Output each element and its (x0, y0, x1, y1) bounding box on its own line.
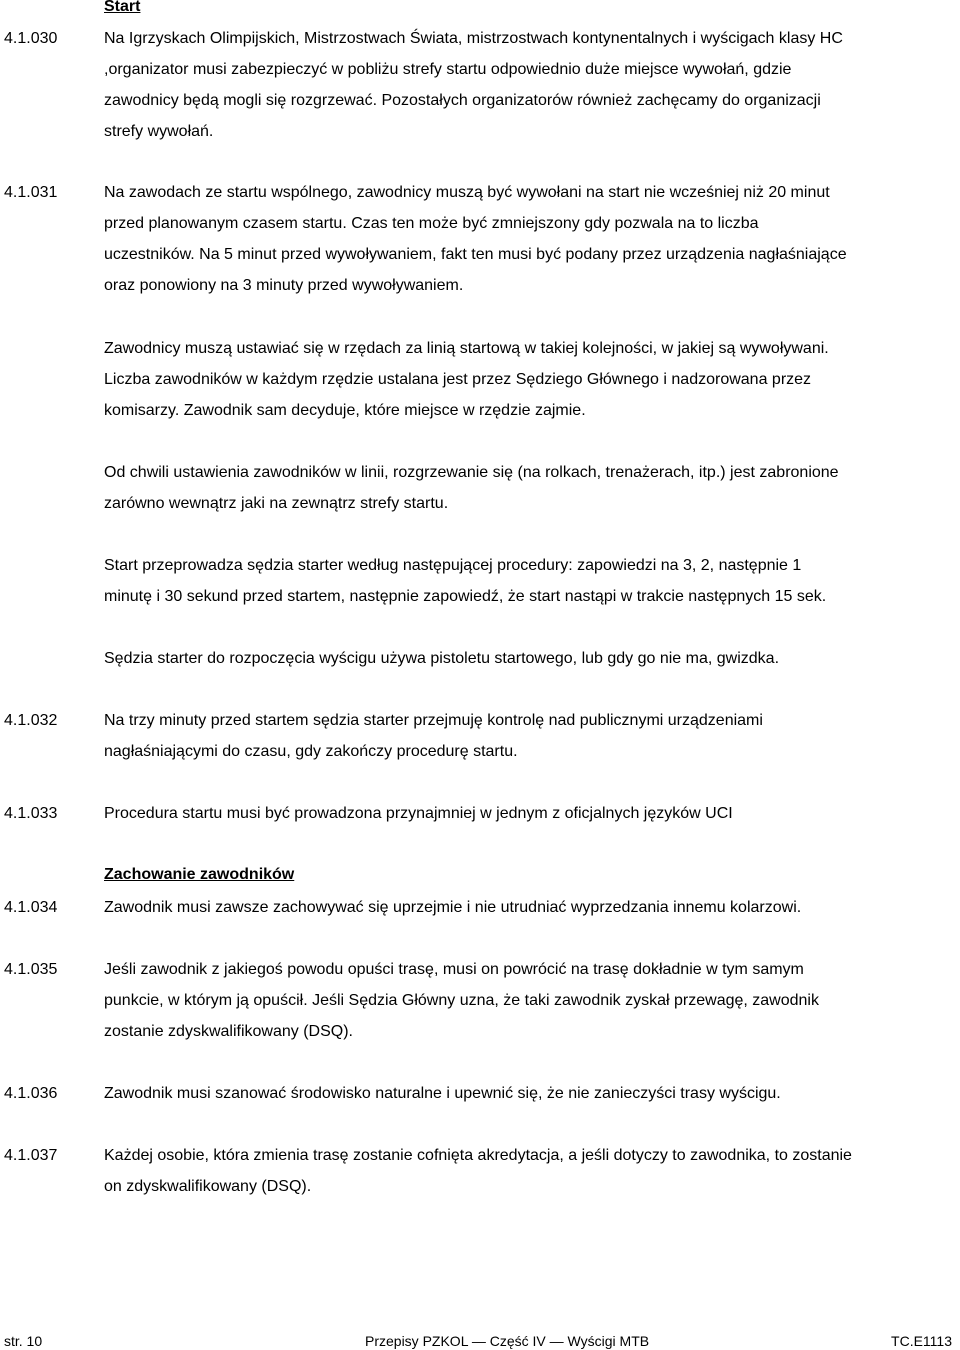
rule-number-4-1-030: 4.1.030 (4, 30, 58, 47)
text-line: minutę i 30 sekund przed startem, następnie zapowiedź, że start nastąpi w trakcie następnych 15 sek. (104, 588, 827, 605)
rule-number-4-1-031: 4.1.031 (4, 184, 58, 201)
rule-number-4-1-036: 4.1.036 (4, 1085, 58, 1102)
rule-text-4-1-036 (104, 1078, 940, 1109)
rule-text-4-1-034 (104, 892, 940, 923)
footer-title: Przepisy PZKOL (365, 1333, 468, 1349)
paragraph-rows (104, 333, 940, 426)
text-line: Zawodnicy muszą ustawiać się w rzędach za linią startową w takiej kolejności, w jakiej są wywoływani. (104, 340, 829, 357)
text-line: zawodnicy będą mogli się rozgrzewać. Pozostałych organizatorów również zachęcamy do organizacji (104, 92, 821, 109)
paragraph-warmup (104, 457, 940, 519)
rule-text-4-1-037 (104, 1140, 940, 1202)
text-line: Jeśli zawodnik z jakiegoś powodu opuści trasę, musi on powrócić na trasę dokładnie w tym samym (104, 961, 804, 978)
text-line: Każdej osobie, która zmienia trasę zostanie cofnięta akredytacja, a jeśli dotyczy to zawodnika, to zostanie (104, 1147, 852, 1164)
text-line: Na trzy minuty przed startem sędzia starter przejmuję kontrolę nad publicznymi urządzeniami (104, 712, 763, 729)
paragraph-procedure (104, 550, 940, 612)
rule-number-4-1-032: 4.1.032 (4, 712, 58, 729)
footer-document-code: TC.E1113 (891, 1333, 952, 1349)
rule-number-4-1-037: 4.1.037 (4, 1147, 58, 1164)
footer-section: Wyścigi MTB (567, 1333, 650, 1349)
text-line: komisarzy. Zawodnik sam decyduje, które miejsce w rzędzie zajmie. (104, 402, 586, 419)
footer-separator: — (549, 1333, 564, 1349)
rule-text-4-1-031 (104, 177, 940, 301)
text-line: Procedura startu musi być prowadzona przynajmniej w jednym z oficjalnych języków UCI (104, 805, 733, 822)
paragraph-pistol (104, 643, 940, 674)
footer-page-number: str. 10 (4, 1333, 43, 1349)
rule-text-4-1-030 (104, 23, 940, 147)
text-line: punkcie, w którym ją opuścił. Jeśli Sędzia Główny uzna, że taki zawodnik zyskał przewagę, zawodnik (104, 992, 819, 1009)
text-line: Zawodnik musi szanować środowisko naturalne i upewnić się, że nie zanieczyści trasy wyścigu. (104, 1085, 781, 1102)
text-line: przed planowanym czasem startu. Czas ten może być zmniejszony gdy pozwala na to liczba (104, 215, 759, 232)
rule-number-4-1-033: 4.1.033 (4, 805, 58, 822)
footer-separator: — (471, 1333, 486, 1349)
text-line: strefy wywołań. (104, 123, 214, 140)
text-line: Od chwili ustawienia zawodników w linii, rozgrzewanie się (na rolkach, trenażerach, itp.) jest zabronione (104, 464, 839, 481)
text-line: uczestników. Na 5 minut przed wywoływaniem, fakt ten musi być podany przez urządzenia nagłaśniające (104, 246, 847, 263)
heading-behaviour: Zachowanie zawodników (104, 866, 295, 883)
rule-text-4-1-035 (104, 954, 940, 1047)
text-line: ,organizator musi zabezpieczyć w pobliżu strefy startu odpowiednio duże miejsce wywołań, gdzie (104, 61, 792, 78)
rule-text-4-1-033 (104, 798, 940, 829)
heading-start: Start (104, 0, 141, 15)
text-line: Na zawodach ze startu wspólnego, zawodnicy muszą być wywołani na start nie wcześniej niż 20 minut (104, 184, 830, 201)
footer-divider (0, 1328, 960, 1329)
footer-document-title (365, 1332, 649, 1350)
text-line: zostanie zdyskwalifikowany (DSQ). (104, 1023, 353, 1040)
rule-text-4-1-032 (104, 705, 940, 767)
text-line: nagłaśniającymi do czasu, gdy zakończy procedurę startu. (104, 743, 518, 760)
footer-part: Część IV (489, 1333, 546, 1349)
text-line: Start przeprowadza sędzia starter według następującej procedury: zapowiedzi na 3, 2, następnie 1 (104, 557, 802, 574)
text-line: oraz ponowiony na 3 minuty przed wywoływaniem. (104, 277, 464, 294)
text-line: zarówno wewnątrz jaki na zewnątrz strefy startu. (104, 495, 449, 512)
rule-number-4-1-034: 4.1.034 (4, 899, 58, 916)
text-line: Zawodnik musi zawsze zachowywać się uprzejmie i nie utrudniać wyprzedzania innemu kolarzowi. (104, 899, 802, 916)
rule-number-4-1-035: 4.1.035 (4, 961, 58, 978)
text-line: Liczba zawodników w każdym rzędzie ustalana jest przez Sędziego Głównego i nadzorowana przez (104, 371, 812, 388)
text-line: Sędzia starter do rozpoczęcia wyścigu używa pistoletu startowego, lub gdy go nie ma, gwizdka. (104, 650, 780, 667)
text-line: on zdyskwalifikowany (DSQ). (104, 1178, 312, 1195)
text-line: Na Igrzyskach Olimpijskich, Mistrzostwach Świata, mistrzostwach kontynentalnych i wyścigach klasy HC (104, 30, 843, 47)
